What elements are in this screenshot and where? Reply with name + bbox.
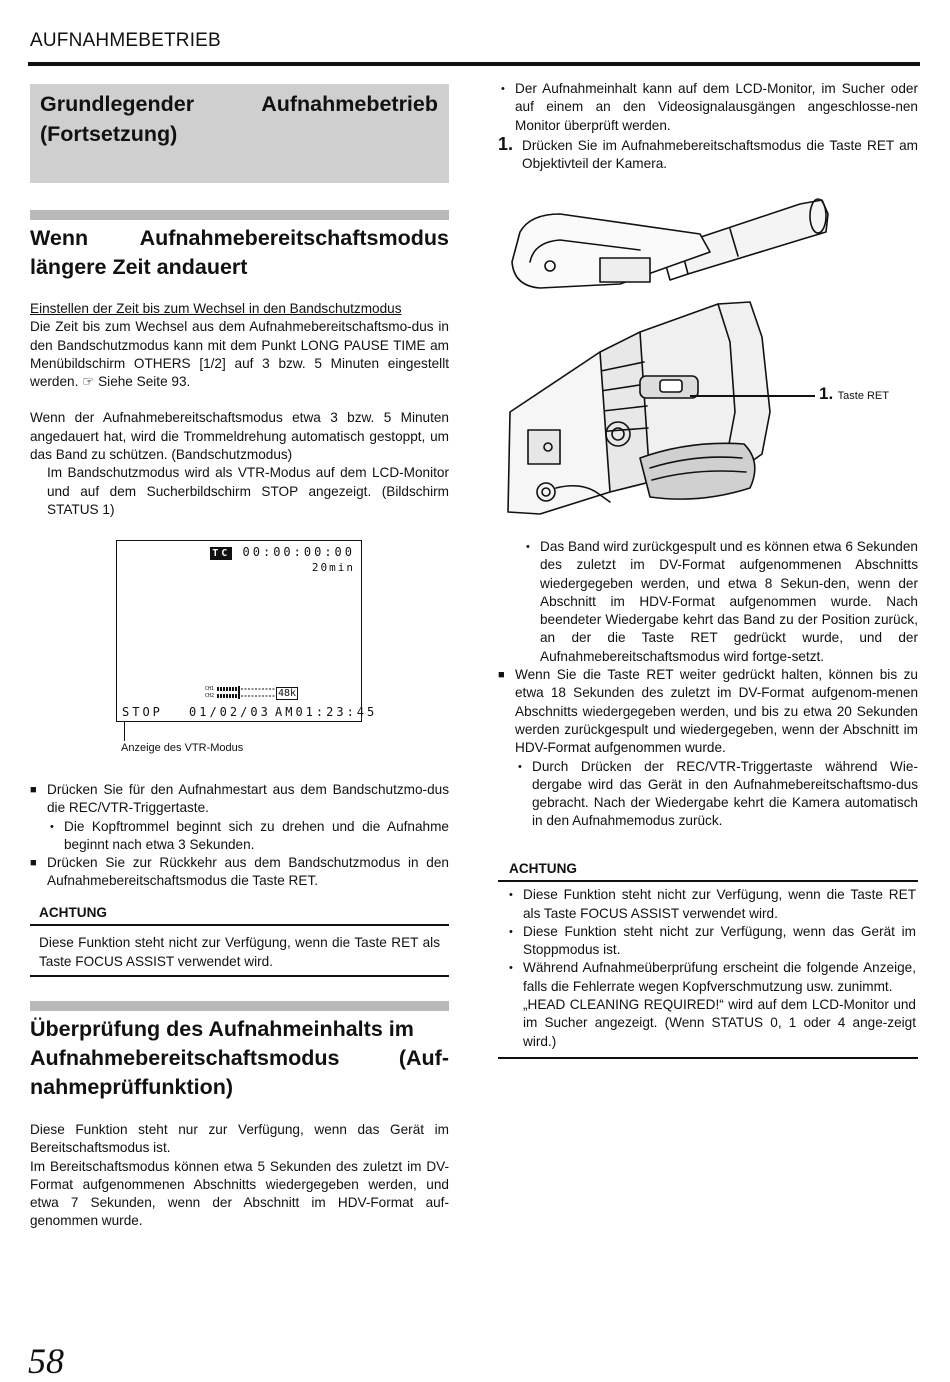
ch1-label: CH1 xyxy=(205,686,215,692)
running-header: AUFNAHMEBETRIEB xyxy=(30,30,221,51)
bullet-item: • Der Aufnahmeinhalt kann auf dem LCD-Monitor, im Sucher oder auf einem an den Videosignalausgängen angeschlosse-nen Monitor überprüft werden. xyxy=(498,80,918,135)
caution-item: • Diese Funktion steht nicht zur Verfügung, wenn das Gerät im Stoppmodus ist. xyxy=(506,923,916,960)
callout-taste-ret xyxy=(819,384,889,404)
sub-bullet-item: • Durch Drücken der REC/VTR-Triggertaste während Wie-dergabe wird das Gerät in den Aufnahmebereitschaftsmo-dus gebracht. Nach der Wiedergabe kehrt die Kamera automatisch in den Aufnahmemodus zurück. xyxy=(515,758,918,831)
section-2-body xyxy=(30,1121,449,1231)
caption-leader xyxy=(124,721,125,741)
step-number: 1. xyxy=(498,133,514,154)
screen-caption: Anzeige des VTR-Modus xyxy=(121,742,244,754)
time-display: AM01:23:45 xyxy=(275,705,378,719)
vtr-status-screen xyxy=(116,540,378,722)
caution-item-continued: „HEAD CLEANING REQUIRED!“ wird auf dem LCD-Monitor und im Sucher angezeigt. (Wenn STATUS 0, 1 oder 4 ange-zeigt wird.) xyxy=(523,997,916,1049)
caution-item: • Diese Funktion steht nicht zur Verfügung, wenn die Taste RET als Taste FOCUS ASSIST verwendet wird. xyxy=(506,886,916,923)
bandschutz-bullets xyxy=(30,781,449,891)
caution-rule-bottom xyxy=(498,1057,918,1059)
section-1-title-line-1: Wenn Aufnahmebereitschaftsmodus xyxy=(30,226,449,250)
timecode-line xyxy=(210,545,355,560)
caution-rule-bottom xyxy=(30,975,449,977)
caution-item: • Während Aufnahmeüberprüfung erscheint die folgende Anzeige, falls die Fehlerrate wegen Kopfverschmutzung usw. zunimmt. xyxy=(506,959,916,996)
camcorder-illustration-icon xyxy=(500,192,830,522)
paragraph: Im Bereitschaftsmodus können etwa 5 Sekunden des zuletzt im DV-Format aufgenommenen Abschnitts wiedergegeben werden, und etwa 7 Sekunden, wenn der Abschnitt im HDV-Format auf-genommen wurde. xyxy=(30,1158,449,1229)
bullet-item: ■ Drücken Sie für den Aufnahmestart aus dem Bandschutzmo-dus die REC/VTR-Triggertaste. xyxy=(30,781,449,818)
remaining-time: 20min xyxy=(311,561,355,574)
step-text: Drücken Sie im Aufnahmebereitschaftsmodus die Taste RET am Objektivteil der Kamera. xyxy=(522,137,918,172)
paragraph-indent: Im Bandschutzmodus wird als VTR-Modus auf dem LCD-Monitor und auf dem Sucherbildschirm STOP angezeigt. (Bildschirm STATUS 1) xyxy=(47,465,449,517)
step-1 xyxy=(498,133,918,174)
audio-meter xyxy=(205,686,305,704)
sub-bullet-item: • Die Kopftrommel beginnt sich zu drehen und die Aufnahme beginnt nach etwa 3 Sekunden. xyxy=(47,818,449,855)
right-body xyxy=(498,538,918,831)
sub-bullet-item: • Das Band wird zurückgespult und es können etwa 6 Sekunden des zuletzt im DV-Format aufgenommenen Abschnitts wiedergegeben werden, und etwa 8 Sekun-den, wenn der Abschnitt im HDV-Format aufgenommen wurde. Nach beendeter Wiedergabe kehrt das Band zu der Position zurück, an der die Taste RET gedrückt wurde, und der Aufnahmebereitschaftsmodus wird fortge-setzt. xyxy=(523,538,918,666)
caution-title: ACHTUNG xyxy=(509,861,577,876)
section-2-title-line-3: nahmeprüffunktion) xyxy=(30,1075,234,1099)
ch2-label: CH2 xyxy=(205,693,215,699)
bullet-item: ■ Wenn Sie die Taste RET weiter gedrückt halten, können bis zu etwa 18 Sekunden des zuletzt im DV-Format aufgenom-menen Abschnitts wiedergegeben werden, und bis zu etwa 20 Sekunden werden zurückgespult und wiedergegeben, wenn der Abschnitt im HDV-Format aufgenommen wurde. xyxy=(498,666,918,757)
section-2-title-line-1: Überprüfung des Aufnahmeinhalts im xyxy=(30,1017,414,1041)
caution-title: ACHTUNG xyxy=(39,905,107,920)
paragraph: Diese Funktion steht nur zur Verfügung, wenn das Gerät im Bereitschaftsmodus ist. xyxy=(30,1122,449,1156)
caution-text: Diese Funktion steht nicht zur Verfügung, wenn die Taste RET als Taste FOCUS ASSIST verwendet wird. xyxy=(39,935,440,969)
caution-right xyxy=(498,860,918,1059)
section-1-title-line-2: längere Zeit andauert xyxy=(30,255,248,279)
tc-icon: TC xyxy=(212,548,231,559)
right-intro xyxy=(498,80,918,173)
timecode: 00:00:00:00 xyxy=(242,545,355,559)
date-display: 01/02/03 xyxy=(189,705,271,719)
caution-left xyxy=(30,904,449,977)
section-bar xyxy=(30,1001,449,1011)
paragraph: Die Zeit bis zum Wechsel aus dem Aufnahmebereitschaftsmo-dus in den Bandschutzmodus kann mit dem Punkt LONG PAUSE TIME am Menübildschirm OTHERS [1/2] auf 3 bzw. 5 Minuten eingestellt werden. ☞ Siehe Seite 93. xyxy=(30,319,449,390)
title-line-2: (Fortsetzung) xyxy=(40,122,178,146)
bullet-item: ■ Drücken Sie zur Rückkehr aus dem Bandschutzmodus in den Aufnahmebereitschaftsmodus die Taste RET. xyxy=(30,854,449,891)
sub-heading: Einstellen der Zeit bis zum Wechsel in den Bandschutzmodus xyxy=(30,301,402,316)
page-number: 58 xyxy=(28,1341,64,1381)
callout-text: Taste RET xyxy=(837,390,889,402)
section-1-body xyxy=(30,300,449,519)
header-rule xyxy=(28,62,920,66)
title-line-1: Grundlegender Aufnahmebetrieb xyxy=(40,92,438,116)
level-bars-icon xyxy=(217,686,279,700)
vtr-mode: STOP xyxy=(122,705,163,719)
callout-leader xyxy=(690,395,815,397)
paragraph: Wenn der Aufnahmebereitschaftsmodus etwa 3 bzw. 5 Minuten angedauert hat, wird die Trommeldrehung automatisch gestoppt, um das Band zu schützen. (Bandschutzmodus) xyxy=(30,410,449,463)
callout-number: 1. xyxy=(819,384,834,403)
audio-rate: 48k xyxy=(278,688,297,699)
section-bar xyxy=(30,210,449,220)
section-2-title-line-2: Aufnahmebereitschaftsmodus (Auf- xyxy=(30,1046,449,1070)
